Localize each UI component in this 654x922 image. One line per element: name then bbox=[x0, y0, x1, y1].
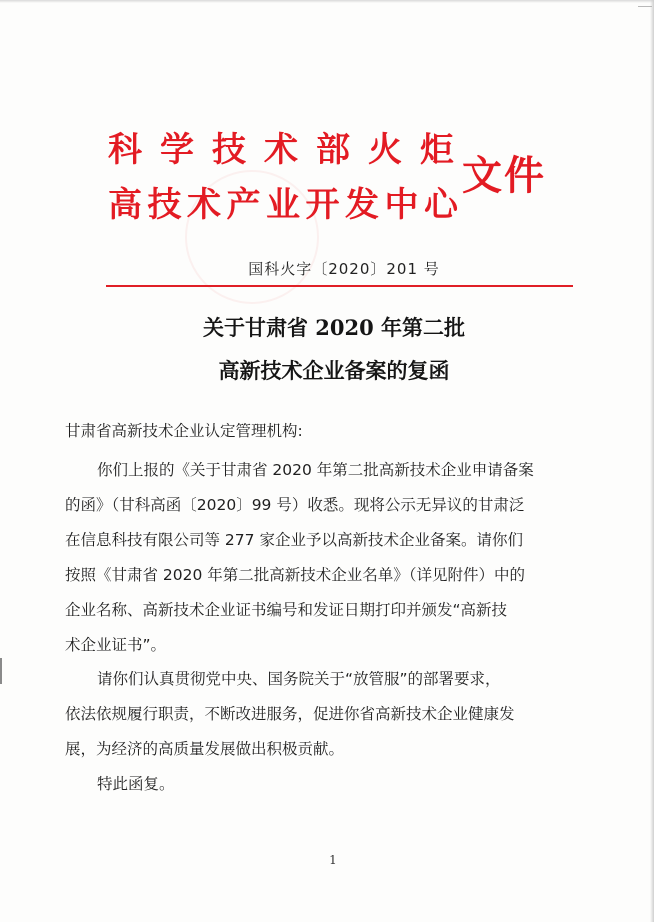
issuing-org-line-1: 科学技术部火炬 bbox=[108, 130, 472, 170]
paragraph-1-line-2: 的函》（甘科高函〔2020〕99 号）收悉。现将公示无异议的甘肃泛 bbox=[65, 496, 525, 514]
document-number: 国科火字〔2020〕201 号 bbox=[248, 260, 440, 278]
page-number: 1 bbox=[329, 853, 337, 867]
scan-mark-left bbox=[0, 658, 2, 684]
paragraph-1-line-3: 在信息科技有限公司等 277 家企业予以高新技术企业备案。请你们 bbox=[65, 531, 523, 549]
document-title-line-2: 高新技术企业备案的复函 bbox=[218, 358, 450, 383]
scan-edge-right bbox=[650, 0, 654, 922]
issuing-org-line-2: 高技术产业开发中心 bbox=[108, 185, 464, 225]
paragraph-2-line-2: 依法依规履行职责，不断改进服务，促进你省高新技术企业健康发 bbox=[65, 705, 515, 723]
paragraph-2-line-3: 展，为经济的高质量发展做出积极贡献。 bbox=[65, 740, 345, 758]
closing-line: 特此函复。 bbox=[97, 775, 175, 793]
paragraph-2-line-1: 请你们认真贯彻党中央、国务院关于“放管服”的部署要求， bbox=[97, 670, 501, 688]
paragraph-1-line-4: 按照《甘肃省 2020 年第二批高新技术企业名单》（详见附件）中的 bbox=[65, 566, 526, 584]
paragraph-1-line-6: 术企业证书”。 bbox=[65, 636, 167, 654]
paragraph-1-line-5: 企业名称、高新技术企业证书编号和发证日期打印并颁发“高新技 bbox=[65, 601, 508, 619]
document-title-line-1: 关于甘肃省 2020 年第二批 bbox=[202, 315, 466, 340]
document-type-label: 文件 bbox=[462, 152, 546, 199]
salutation: 甘肃省高新技术企业认定管理机构: bbox=[65, 422, 303, 440]
scan-mark-top-right bbox=[638, 6, 652, 13]
red-divider-rule bbox=[106, 285, 573, 287]
scan-edge-top bbox=[0, 0, 654, 3]
paragraph-1-line-1: 你们上报的《关于甘肃省 2020 年第二批高新技术企业申请备案 bbox=[97, 461, 534, 479]
